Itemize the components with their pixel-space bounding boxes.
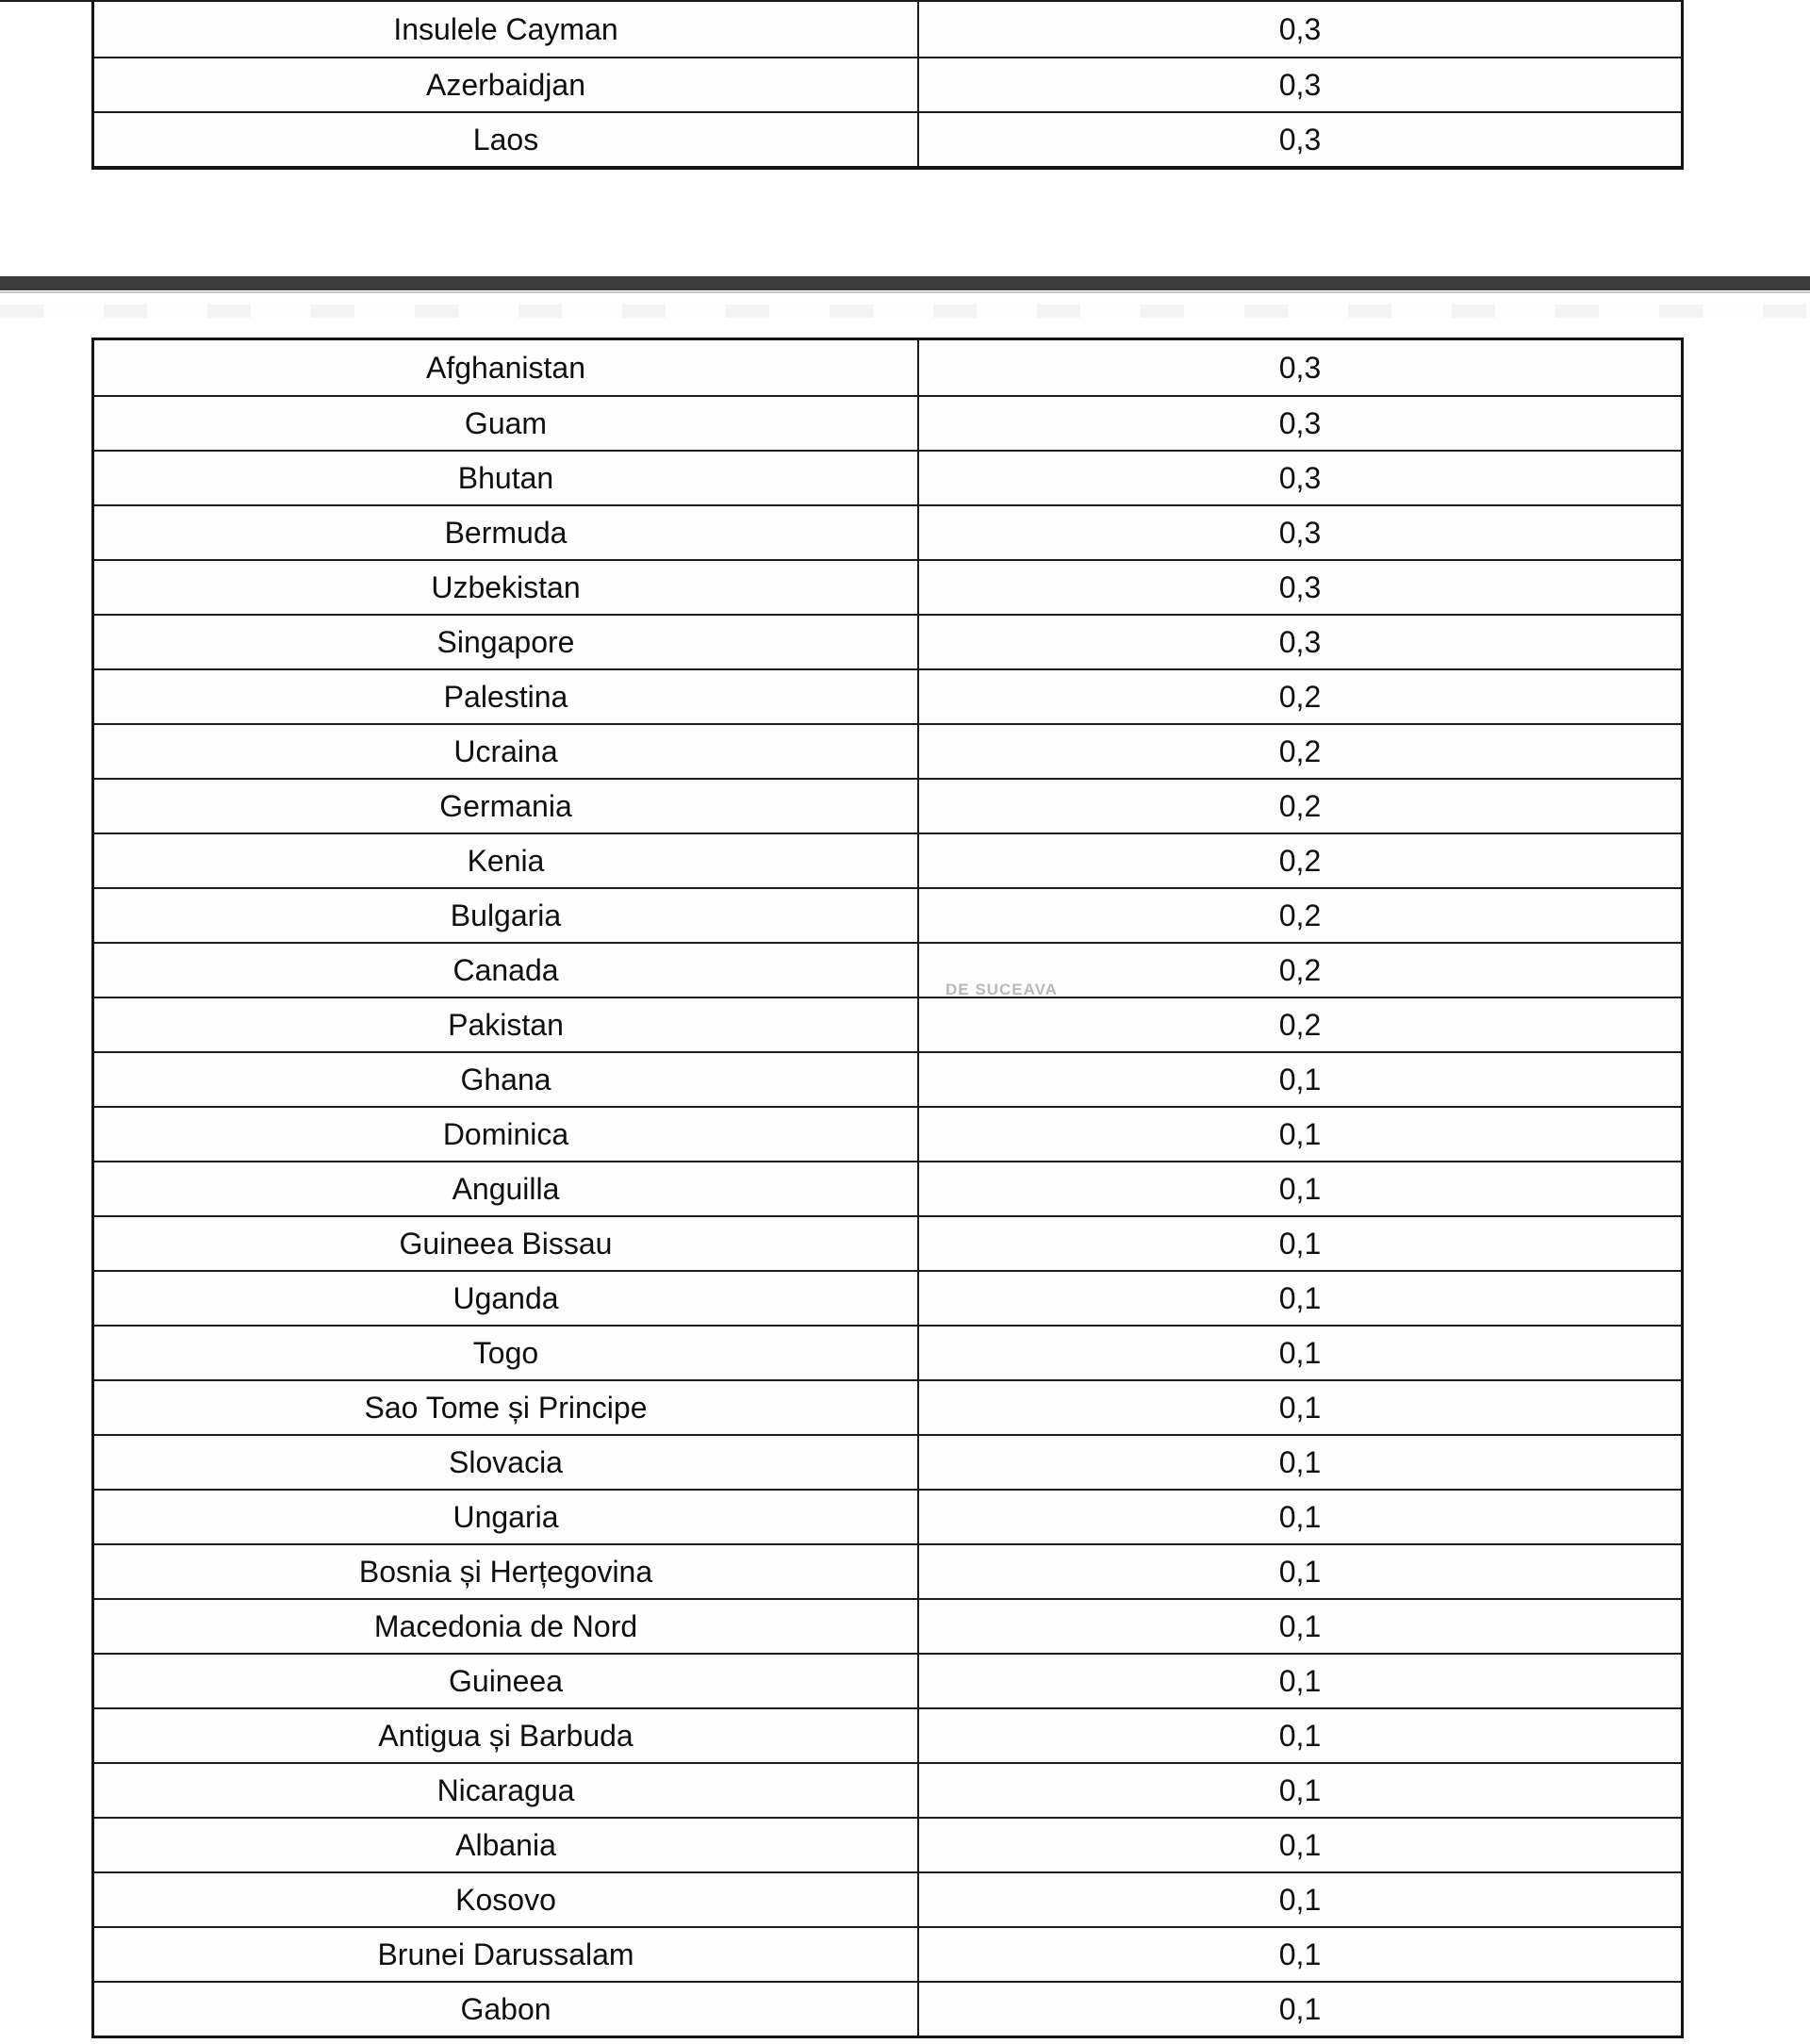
value-cell: 0,2 bbox=[917, 889, 1681, 942]
value-cell: 0,1 bbox=[917, 1819, 1681, 1871]
value-cell: 0,1 bbox=[917, 1873, 1681, 1926]
table-row bbox=[94, 1379, 1681, 1434]
country-cell: Kenia bbox=[467, 844, 545, 878]
country-cell: Uzbekistan bbox=[431, 570, 581, 604]
country-cell: Laos bbox=[472, 123, 539, 157]
table-row bbox=[94, 942, 1681, 997]
table-row bbox=[94, 668, 1681, 723]
main-table bbox=[91, 338, 1684, 2038]
value-cell: 0,1 bbox=[917, 1491, 1681, 1543]
table-row bbox=[94, 1215, 1681, 1270]
country-cell: Brunei Darussalam bbox=[377, 1937, 634, 1971]
table-row bbox=[94, 1653, 1681, 1707]
table-row bbox=[94, 1489, 1681, 1543]
value-cell: 0,1 bbox=[917, 1272, 1681, 1325]
table-row bbox=[94, 1598, 1681, 1653]
value-cell: 0,2 bbox=[917, 834, 1681, 887]
table-row bbox=[94, 778, 1681, 832]
table-row bbox=[94, 2, 1681, 57]
country-cell: Dominica bbox=[442, 1117, 569, 1151]
country-cell: Kosovo bbox=[455, 1883, 556, 1917]
country-cell: Bosnia și Herțegovina bbox=[358, 1555, 653, 1589]
table-row bbox=[94, 1871, 1681, 1926]
table-row bbox=[94, 832, 1681, 887]
value-cell: 0,1 bbox=[917, 1928, 1681, 1981]
table-row bbox=[94, 57, 1681, 111]
value-cell: 0,1 bbox=[917, 1381, 1681, 1434]
table-row bbox=[94, 1981, 1681, 2036]
value-cell: 0,1 bbox=[917, 1108, 1681, 1161]
table-row bbox=[94, 1434, 1681, 1489]
country-cell: Uganda bbox=[452, 1281, 559, 1315]
table-row bbox=[94, 1161, 1681, 1215]
value-cell: 0,3 bbox=[917, 561, 1681, 614]
value-cell: 0,1 bbox=[917, 1545, 1681, 1598]
value-cell: 0,2 bbox=[917, 944, 1681, 997]
country-cell: Insulele Cayman bbox=[393, 12, 618, 46]
country-cell: Canada bbox=[452, 953, 559, 987]
country-cell: Azerbaidjan bbox=[426, 68, 585, 102]
value-cell: 0,1 bbox=[917, 1764, 1681, 1817]
country-cell: Bhutan bbox=[457, 461, 554, 495]
country-cell: Macedonia de Nord bbox=[373, 1609, 638, 1643]
country-cell: Ghana bbox=[460, 1063, 551, 1096]
value-cell: 0,1 bbox=[917, 1983, 1681, 2036]
country-cell: Togo bbox=[472, 1336, 539, 1370]
value-cell: 0,2 bbox=[917, 780, 1681, 832]
value-cell: 0,1 bbox=[917, 1162, 1681, 1215]
table-row bbox=[94, 1762, 1681, 1817]
value-cell: 0,3 bbox=[917, 58, 1681, 111]
value-cell: 0,3 bbox=[917, 113, 1681, 166]
table-row bbox=[94, 1270, 1681, 1325]
section-divider-bar bbox=[0, 276, 1810, 290]
country-cell: Anguilla bbox=[452, 1172, 560, 1206]
country-cell: Palestina bbox=[443, 680, 568, 714]
table-row bbox=[94, 1106, 1681, 1161]
table-row bbox=[94, 450, 1681, 504]
country-cell: Guineea Bissau bbox=[399, 1227, 613, 1261]
value-cell: 0,3 bbox=[917, 340, 1681, 395]
country-cell: Sao Tome și Principe bbox=[364, 1391, 648, 1425]
table-row bbox=[94, 887, 1681, 942]
cut-row-border-line bbox=[0, 0, 94, 2]
value-cell: 0,1 bbox=[917, 1217, 1681, 1270]
table-row bbox=[94, 1543, 1681, 1598]
country-cell: Albania bbox=[455, 1828, 556, 1862]
value-cell: 0,1 bbox=[917, 1600, 1681, 1653]
table-row bbox=[94, 504, 1681, 559]
table-row bbox=[94, 614, 1681, 668]
top-table bbox=[91, 0, 1684, 170]
country-cell: Pakistan bbox=[448, 1008, 564, 1042]
table-row bbox=[94, 1325, 1681, 1379]
value-cell: 0,3 bbox=[917, 452, 1681, 504]
country-cell: Slovacia bbox=[449, 1445, 563, 1479]
country-cell: Ungaria bbox=[452, 1500, 559, 1534]
table-row bbox=[94, 723, 1681, 778]
value-cell: 0,1 bbox=[917, 1655, 1681, 1707]
table-row bbox=[94, 997, 1681, 1051]
table-row bbox=[94, 1051, 1681, 1106]
country-cell: Guam bbox=[464, 406, 548, 440]
country-cell: Antigua și Barbuda bbox=[378, 1719, 634, 1753]
value-cell: 0,2 bbox=[917, 998, 1681, 1051]
table-row bbox=[94, 559, 1681, 614]
country-cell: Gabon bbox=[460, 1992, 551, 2026]
compression-noise-band bbox=[0, 305, 1810, 318]
value-cell: 0,3 bbox=[917, 616, 1681, 668]
table-row bbox=[94, 1926, 1681, 1981]
country-cell: Bulgaria bbox=[450, 898, 562, 932]
table-row bbox=[94, 111, 1681, 166]
country-cell: Singapore bbox=[436, 625, 575, 659]
value-cell: 0,1 bbox=[917, 1327, 1681, 1379]
value-cell: 0,3 bbox=[917, 506, 1681, 559]
section-divider-edge bbox=[0, 291, 1810, 293]
value-cell: 0,3 bbox=[917, 397, 1681, 450]
newspaper-watermark: DE SUCEAVA bbox=[946, 981, 1058, 998]
table-row bbox=[94, 1817, 1681, 1871]
table-row bbox=[94, 340, 1681, 395]
value-cell: 0,1 bbox=[917, 1709, 1681, 1762]
country-cell: Germania bbox=[439, 789, 572, 823]
value-cell: 0,2 bbox=[917, 725, 1681, 778]
table-row bbox=[94, 395, 1681, 450]
value-cell: 0,1 bbox=[917, 1436, 1681, 1489]
table-row bbox=[94, 1707, 1681, 1762]
value-cell: 0,1 bbox=[917, 1053, 1681, 1106]
country-cell: Guineea bbox=[449, 1664, 563, 1698]
value-cell: 0,3 bbox=[917, 2, 1681, 57]
country-cell: Nicaragua bbox=[436, 1773, 575, 1807]
value-cell: 0,2 bbox=[917, 670, 1681, 723]
country-cell: Bermuda bbox=[444, 516, 568, 550]
country-cell: Afghanistan bbox=[425, 351, 585, 385]
country-cell: Ucraina bbox=[453, 734, 558, 768]
